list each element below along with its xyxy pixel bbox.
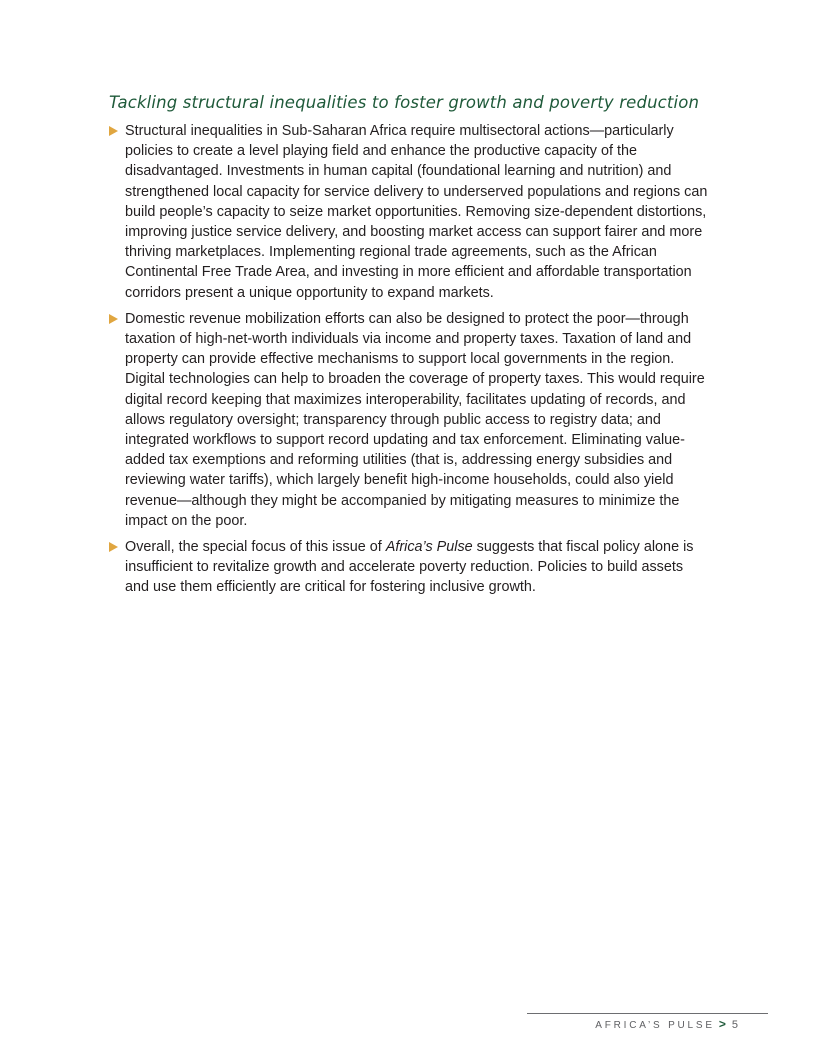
chevron-right-icon: >: [718, 1017, 726, 1031]
page-footer: [595, 1017, 738, 1031]
footer-publication-name: AFRICA’S PULSE: [595, 1020, 715, 1031]
bullet-item: [108, 309, 708, 531]
footer-divider: [527, 1013, 768, 1014]
bullet-text: Domestic revenue mobilization efforts can also be designed to protect the poor—through taxation of high-net-worth individuals via income and property taxes. Taxation of land and property can provide effective mechanisms to support local governments in the region. Digital technologies can help to broaden the coverage of property taxes. This would require digital record keeping that maximizes interoperability, facilitates updating of records, and allows regulatory oversight; transparency through public access to registry data; and integrated workflows to support record updating and tax enforcement. Eliminating value-added tax exemptions and reforming utilities (that is, addressing energy subsidies and reviewing water tariffs), which largely benefit high-income households, could also yield revenue—although they might be accompanied by mitigating measures to minimize the impact on the poor.: [125, 310, 705, 529]
triangle-right-icon: [109, 314, 118, 324]
bullet-text: [125, 539, 693, 595]
triangle-right-icon: [109, 542, 118, 552]
bullet-text: Structural inequalities in Sub-Saharan Africa require multisectoral actions—particularly policies to create a level playing field and enhance the productive capacity of the disadvantaged. Investments in human capital (foundational learning and nutrition) and strengthened local capacity for service delivery to underserved populations and regions can build people’s capacity to seize market opportunities. Removing size-dependent distortions, improving justice service delivery, and boosting market access can support fairer and more thriving marketplaces. Implementing regional trade agreements, such as the African Continental Free Trade Area, and investing in more efficient and affordable transportation corridors present a unique opportunity to expand markets.: [125, 123, 708, 301]
publication-title-italic: Africa’s Pulse: [385, 539, 473, 556]
triangle-right-icon: [109, 126, 118, 136]
bullet-item: [108, 537, 708, 598]
bullet-item: [108, 121, 708, 303]
bullet-text-start: Overall, the special focus of this issue of: [125, 539, 386, 556]
page-number: 5: [731, 1019, 738, 1031]
bullet-text-end: suggests that fiscal policy alone is insufficient to revitalize growth and accelerate poverty reduction. Policies to build assets and use them efficiently are critical for fostering inclusive growth.: [125, 539, 694, 596]
bullet-list: [108, 121, 708, 604]
section-title: Tackling structural inequalities to foster growth and poverty reduction: [109, 93, 700, 112]
